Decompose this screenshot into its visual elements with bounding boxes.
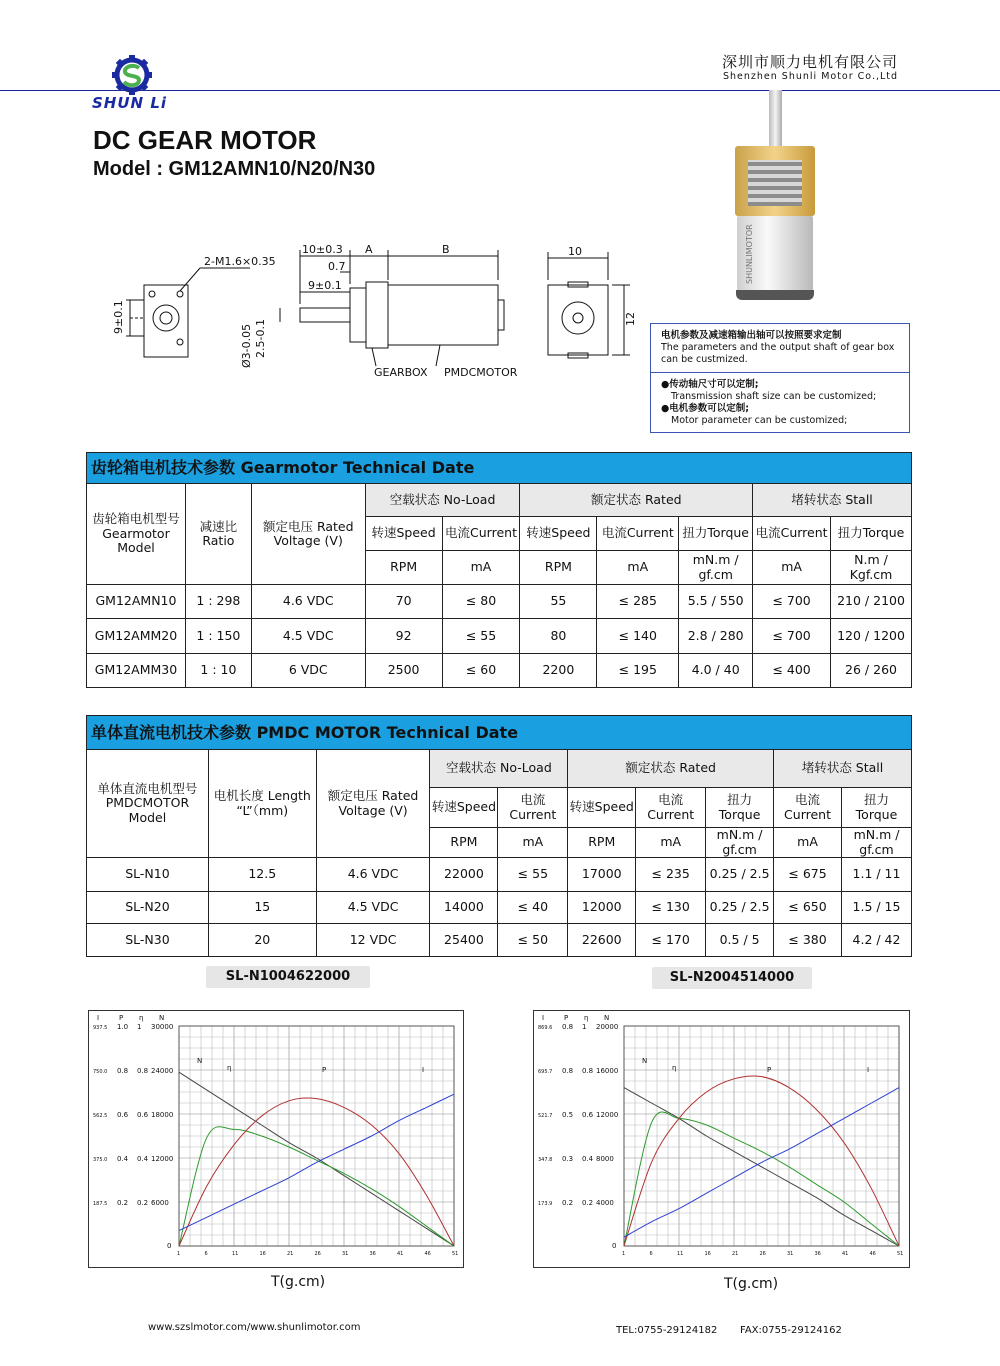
series-P-line — [624, 1076, 899, 1246]
cell: 12 VDC — [316, 924, 430, 957]
x-tick-label: 51 — [452, 1251, 459, 1257]
y-tick-label: 0.4 — [117, 1155, 129, 1163]
table-row — [87, 585, 912, 619]
cell: 120 / 1200 — [831, 619, 912, 654]
y-tick-label: 173.9 — [538, 1201, 553, 1207]
y-tick-label: 0.4 — [137, 1155, 149, 1163]
unit-ma: mA — [498, 828, 568, 858]
y-tick-label: 1 — [137, 1023, 142, 1031]
cell: 92 — [365, 619, 442, 654]
cell: 0.5 / 5 — [706, 924, 774, 957]
cell: ≤ 55 — [442, 619, 520, 654]
x-tick-label: 31 — [342, 1251, 349, 1257]
chart-2-xlabel: T(g.cm) — [724, 1276, 779, 1292]
y-tick-label: 0.8 — [562, 1067, 574, 1075]
table-row — [87, 892, 912, 924]
unit-mnm: mN.m / gf.cm — [842, 828, 912, 858]
footer-tel: TEL:0755-29124182 — [616, 1325, 718, 1336]
col-header-rated: 额定状态 Rated — [568, 750, 774, 788]
cell: 70 — [365, 585, 442, 619]
y-tick-label: 0.6 — [117, 1111, 129, 1119]
y-tick-label: 0.8 — [582, 1067, 594, 1075]
cell: 12.5 — [208, 858, 316, 892]
cell: 1.1 / 11 — [842, 858, 912, 892]
cell: ≤ 650 — [774, 892, 842, 924]
cell: 4.5 VDC — [316, 892, 430, 924]
y-tick-label: 24000 — [151, 1067, 174, 1075]
col-header-current: 电流 Current — [636, 788, 706, 828]
chart-2-frame — [533, 1010, 910, 1268]
y-tick-label: 0.3 — [562, 1155, 574, 1163]
logo — [92, 54, 172, 110]
col-header-voltage: 额定电压 Rated Voltage (V) — [316, 750, 430, 858]
x-tick-label: 21 — [732, 1251, 739, 1257]
y-tick-label: 20000 — [596, 1023, 619, 1031]
col-header-torque: 扭力 Torque — [842, 788, 912, 828]
cell: SL-N10 — [87, 858, 209, 892]
y-tick-label: 0.8 — [137, 1067, 149, 1075]
cell: 55 — [520, 585, 597, 619]
col-header-voltage: 额定电压 Rated Voltage (V) — [251, 484, 365, 585]
cell: 5.5 / 550 — [679, 585, 753, 619]
axis-head-1: P — [119, 1014, 124, 1022]
cell: 4.6 VDC — [251, 585, 365, 619]
y-tick-label: 0.2 — [582, 1199, 594, 1207]
customization-notes — [650, 323, 910, 433]
y-tick-label: 18000 — [151, 1111, 174, 1119]
cell: ≤ 400 — [753, 654, 831, 688]
dim-front-height: 9±0.1 — [112, 300, 125, 334]
y-tick-label: 0.8 — [562, 1023, 574, 1031]
x-tick-label: 6 — [204, 1251, 208, 1257]
cell: ≤ 80 — [442, 585, 520, 619]
gear-table-title: 齿轮箱电机技术参数 Gearmotor Technical Date — [86, 452, 912, 484]
cell: 20 — [208, 924, 316, 957]
col-header-speed: 转速Speed — [365, 517, 442, 551]
axis-head-0: I — [542, 1014, 545, 1022]
col-header-speed: 转速Speed — [520, 517, 597, 551]
chart-1-title: SL-N1004622000 — [206, 966, 370, 988]
col-header-speed: 转速Speed — [430, 788, 498, 828]
cell: 4.6 VDC — [316, 858, 430, 892]
x-tick-label: 16 — [259, 1251, 266, 1257]
performance-chart-1 — [89, 1011, 463, 1267]
chart-1-xlabel: T(g.cm) — [271, 1274, 326, 1290]
cell: ≤ 140 — [597, 619, 679, 654]
cell: SL-N20 — [87, 892, 209, 924]
curve-label-0: N — [642, 1057, 648, 1065]
cell: ≤ 195 — [597, 654, 679, 688]
x-tick-label: 36 — [814, 1251, 821, 1257]
header-divider — [0, 90, 1000, 91]
col-header-current: 电流Current — [753, 517, 831, 551]
curve-label-2: P — [767, 1066, 772, 1074]
company-name-cn: 深圳市顺力电机有限公司 — [722, 53, 899, 71]
cell: GM12AMM20 — [87, 619, 186, 654]
y-tick-label: 187.5 — [93, 1201, 108, 1207]
series-η-line — [624, 1112, 899, 1246]
note-2-en: Transmission shaft size can be customized; — [671, 391, 877, 402]
axis-head-3: N — [604, 1014, 610, 1022]
col-header-current: 电流Current — [442, 517, 520, 551]
y-tick-label: 0 — [167, 1242, 172, 1250]
col-header-rated: 额定状态 Rated — [520, 484, 753, 517]
y-tick-label: 12000 — [596, 1111, 619, 1119]
x-tick-label: 46 — [869, 1251, 876, 1257]
x-tick-label: 21 — [287, 1251, 294, 1257]
footer-fax: FAX:0755-29124162 — [740, 1325, 842, 1336]
cell: 1 : 298 — [185, 585, 251, 619]
y-tick-label: 375.0 — [93, 1157, 108, 1163]
performance-chart-2 — [534, 1011, 909, 1267]
series-I-line — [179, 1094, 454, 1230]
col-header-speed: 转速Speed — [568, 788, 636, 828]
unit-mnm: mN.m / gf.cm — [679, 551, 753, 585]
cell: ≤ 60 — [442, 654, 520, 688]
cell: ≤ 675 — [774, 858, 842, 892]
company-name-en: Shenzhen Shunli Motor Co.,Ltd — [723, 71, 899, 82]
y-tick-label: 6000 — [151, 1199, 169, 1207]
axis-head-1: P — [564, 1014, 569, 1022]
col-header-torque: 扭力 Torque — [706, 788, 774, 828]
table-row — [87, 654, 912, 688]
col-header-length: 电机长度 Length “L”（mm) — [208, 750, 316, 858]
y-tick-label: 0.4 — [582, 1155, 594, 1163]
y-tick-label: 0.2 — [117, 1199, 129, 1207]
col-header-current: 电流 Current — [498, 788, 568, 828]
dim-end-width: 10 — [568, 245, 582, 258]
x-tick-label: 31 — [787, 1251, 794, 1257]
y-tick-label: 0.6 — [137, 1111, 149, 1119]
cell: ≤ 700 — [753, 619, 831, 654]
unit-mnm: mN.m / gf.cm — [706, 828, 774, 858]
table-row — [87, 858, 912, 892]
cell: ≤ 235 — [636, 858, 706, 892]
page-title: DC GEAR MOTOR — [93, 125, 317, 155]
x-tick-label: 1 — [622, 1251, 626, 1257]
col-header-model: 齿轮箱电机型号 Gearmotor Model — [87, 484, 186, 585]
dim-gap: 0.7 — [328, 260, 346, 273]
x-tick-label: 16 — [704, 1251, 711, 1257]
table-row — [87, 924, 912, 957]
x-tick-label: 11 — [677, 1251, 684, 1257]
col-header-current: 电流Current — [597, 517, 679, 551]
dim-end-height: 12 — [624, 312, 637, 326]
axis-head-2: η — [584, 1014, 589, 1022]
cell: ≤ 285 — [597, 585, 679, 619]
unit-rpm: RPM — [568, 828, 636, 858]
col-header-stall: 堵转状态 Stall — [774, 750, 912, 788]
y-tick-label: 562.5 — [93, 1113, 108, 1119]
unit-ma: mA — [597, 551, 679, 585]
dim-flat: 9±0.1 — [308, 279, 342, 292]
note-3-cn: ●电机参数可以定制; — [661, 403, 750, 414]
x-tick-label: 46 — [424, 1251, 431, 1257]
x-tick-label: 51 — [897, 1251, 904, 1257]
cell: 4.0 / 40 — [679, 654, 753, 688]
y-tick-label: 0 — [612, 1242, 617, 1250]
axis-head-2: η — [139, 1014, 144, 1022]
axis-head-0: I — [97, 1014, 100, 1022]
cell: 1.5 / 15 — [842, 892, 912, 924]
unit-ma: mA — [636, 828, 706, 858]
cell: 22000 — [430, 858, 498, 892]
x-tick-label: 26 — [314, 1251, 321, 1257]
note-1-en: The parameters and the output shaft of gear box can be custmized. — [661, 342, 895, 365]
y-tick-label: 1 — [582, 1023, 587, 1031]
cell: ≤ 55 — [498, 858, 568, 892]
y-tick-label: 8000 — [596, 1155, 614, 1163]
series-N-line — [624, 1088, 899, 1246]
cell: 26 / 260 — [831, 654, 912, 688]
x-tick-label: 11 — [232, 1251, 239, 1257]
y-tick-label: 347.8 — [538, 1157, 553, 1163]
axis-head-3: N — [159, 1014, 165, 1022]
cell: 2.8 / 280 — [679, 619, 753, 654]
cell: ≤ 700 — [753, 585, 831, 619]
product-photo — [730, 90, 820, 305]
col-header-current: 电流 Current — [774, 788, 842, 828]
x-tick-label: 36 — [369, 1251, 376, 1257]
col-header-noload: 空载状态 No-Load — [430, 750, 568, 788]
cell: SL-N30 — [87, 924, 209, 957]
note-1-cn: 电机参数及减速箱输出轴可以按照要求定制 — [661, 330, 842, 341]
cell: 0.25 / 2.5 — [706, 858, 774, 892]
cell: 2200 — [520, 654, 597, 688]
y-tick-label: 0.5 — [562, 1111, 574, 1119]
cell: 210 / 2100 — [831, 585, 912, 619]
cell: ≤ 170 — [636, 924, 706, 957]
pmdc-motor-spec-table — [86, 749, 912, 957]
cell: 14000 — [430, 892, 498, 924]
gearmotor-spec-table — [86, 483, 912, 688]
unit-ma: mA — [774, 828, 842, 858]
unit-rpm: RPM — [520, 551, 597, 585]
unit-nm: N.m / Kgf.cm — [831, 551, 912, 585]
unit-ma: mA — [442, 551, 520, 585]
col-header-torque: 扭力Torque — [679, 517, 753, 551]
y-tick-label: 937.5 — [93, 1025, 108, 1031]
cell: 4.2 / 42 — [842, 924, 912, 957]
photo-brand-text: SHUNLIMOTOR — [745, 224, 754, 284]
col-header-stall: 堵转状态 Stall — [753, 484, 912, 517]
cell: ≤ 40 — [498, 892, 568, 924]
y-tick-label: 0.6 — [582, 1111, 594, 1119]
chart-2-title: SL-N2004514000 — [652, 967, 812, 989]
label-gearbox: GEARBOX — [374, 366, 428, 379]
cell: 1 : 150 — [185, 619, 251, 654]
unit-rpm: RPM — [430, 828, 498, 858]
note-2-cn: ●传动轴尺寸可以定制; — [661, 379, 759, 390]
curve-label-2: P — [322, 1066, 327, 1074]
dim-shaft-flat: 2.5-0.1 — [254, 319, 267, 358]
x-tick-label: 1 — [177, 1251, 181, 1257]
y-tick-label: 0.2 — [562, 1199, 574, 1207]
y-tick-label: 4000 — [596, 1199, 614, 1207]
cell: ≤ 380 — [774, 924, 842, 957]
cell: GM12AMN10 — [87, 585, 186, 619]
dim-shaft-dia: Ø3-0.05 — [240, 323, 253, 368]
curve-label-1: η — [227, 1064, 232, 1072]
y-tick-label: 0.2 — [137, 1199, 149, 1207]
cell: 4.5 VDC — [251, 619, 365, 654]
y-tick-label: 521.7 — [538, 1113, 553, 1119]
dim-a: A — [365, 243, 373, 256]
y-tick-label: 16000 — [596, 1067, 619, 1075]
cell: ≤ 50 — [498, 924, 568, 957]
dimension-drawing — [100, 240, 660, 390]
motor-table-title: 单体直流电机技术参数 PMDC MOTOR Technical Date — [86, 715, 912, 750]
y-tick-label: 12000 — [151, 1155, 174, 1163]
x-tick-label: 6 — [649, 1251, 653, 1257]
x-tick-label: 41 — [397, 1251, 404, 1257]
cell: 1 : 10 — [185, 654, 251, 688]
footer-website: www.szslmotor.com/www.shunlimotor.com — [148, 1322, 361, 1333]
cell: 15 — [208, 892, 316, 924]
cell: 2500 — [365, 654, 442, 688]
cell: 0.25 / 2.5 — [706, 892, 774, 924]
series-η-line — [179, 1127, 454, 1246]
cell: 25400 — [430, 924, 498, 957]
logo-text: SHUN Li — [92, 94, 168, 112]
curve-label-1: η — [672, 1064, 677, 1072]
y-tick-label: 30000 — [151, 1023, 174, 1031]
cell: GM12AMM30 — [87, 654, 186, 688]
curve-label-3: I — [422, 1066, 425, 1074]
cell: 17000 — [568, 858, 636, 892]
unit-ma: mA — [753, 551, 831, 585]
cell: 22600 — [568, 924, 636, 957]
dim-shaft-length: 10±0.3 — [302, 243, 343, 256]
cell: 6 VDC — [251, 654, 365, 688]
y-tick-label: 750.0 — [93, 1069, 108, 1075]
unit-rpm: RPM — [365, 551, 442, 585]
note-3-en: Motor parameter can be customized; — [671, 415, 848, 426]
cell: 80 — [520, 619, 597, 654]
dim-b: B — [442, 243, 450, 256]
y-tick-label: 695.7 — [538, 1069, 553, 1075]
chart-1-frame — [88, 1010, 464, 1268]
dim-thread: 2-M1.6×0.35 — [204, 255, 276, 268]
label-pmdcmotor: PMDCMOTOR — [444, 366, 518, 379]
cell: ≤ 130 — [636, 892, 706, 924]
curve-label-0: N — [197, 1057, 203, 1065]
y-tick-label: 869.6 — [538, 1025, 553, 1031]
x-tick-label: 26 — [759, 1251, 766, 1257]
col-header-torque: 扭力Torque — [831, 517, 912, 551]
col-header-ratio: 减速比 Ratio — [185, 484, 251, 585]
cell: 12000 — [568, 892, 636, 924]
model-line: Model : GM12AMN10/N20/N30 — [93, 158, 376, 180]
col-header-model: 单体直流电机型号 PMDCMOTOR Model — [87, 750, 209, 858]
col-header-noload: 空载状态 No-Load — [365, 484, 520, 517]
y-tick-label: 1.0 — [117, 1023, 129, 1031]
y-tick-label: 0.8 — [117, 1067, 129, 1075]
curve-label-3: I — [867, 1066, 870, 1074]
table-row — [87, 619, 912, 654]
x-tick-label: 41 — [842, 1251, 849, 1257]
